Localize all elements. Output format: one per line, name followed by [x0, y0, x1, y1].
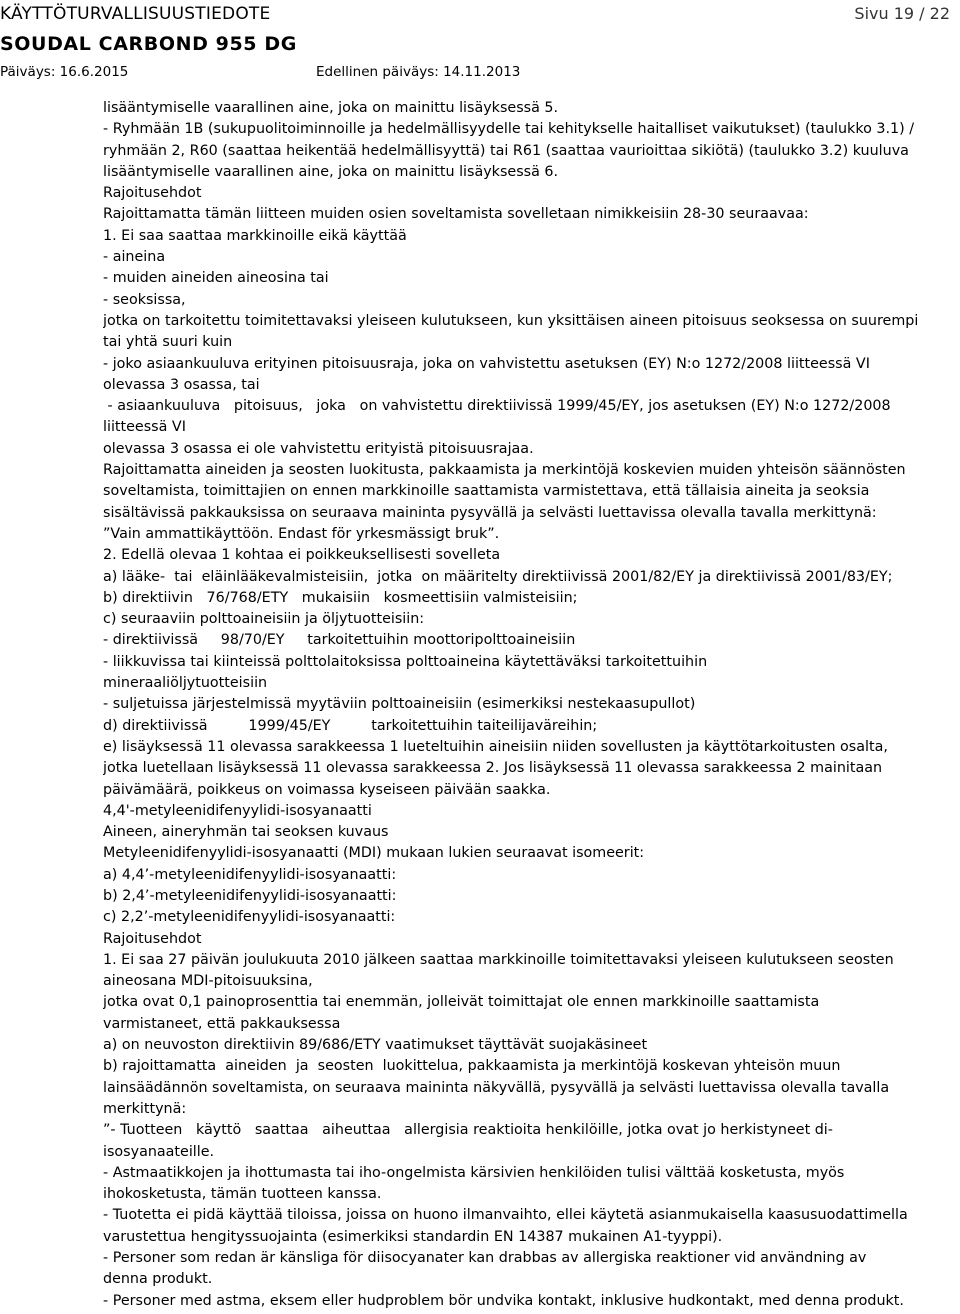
text-line: d) direktiivissä 1999/45/EY tarkoitettuihin taiteilijaväreihin;	[103, 717, 598, 734]
text-line: a) on neuvoston direktiivin 89/686/ETY vaatimukset täyttävät suojakäsineet	[103, 1037, 648, 1054]
text-line: olevassa 3 osassa ei ole vahvistettu erityistä pitoisuusrajaa.	[103, 440, 534, 457]
text-line: Rajoitusehdot	[103, 930, 202, 947]
text-line: ryhmään 2, R60 (saattaa heikentää hedelmällisyyttä) tai R61 (saattaa vaurioittaa sikiötä) (taulukko 3.2) kuuluva	[103, 142, 909, 159]
text-line: liitteessä VI	[103, 419, 186, 436]
text-line: - direktiivissä 98/70/EY tarkoitettuihin moottoripolttoaineisiin	[103, 632, 576, 649]
text-line: Metyleenidifenyylidi-isosyanaatti (MDI) mukaan lukien seuraavat isomeerit:	[103, 845, 645, 862]
text-line: lisääntymiselle vaarallinen aine, joka on mainittu lisäyksessä 5.	[103, 100, 559, 116]
text-line: - Tuotetta ei pidä käyttää tiloissa, joissa on huono ilmanvaihto, ellei käytetä asianmukaisella kaasusuodattimella	[103, 1207, 908, 1224]
text-line: a) lääke- tai eläinlääkevalmisteisiin, jotka on määritelty direktiivissä 2001/82/EY ja direktiivissä 2001/83/EY;	[103, 568, 893, 585]
text-line: c) 2,2’-metyleenidifenyylidi-isosyanaatti:	[103, 909, 396, 926]
date-row	[0, 64, 960, 80]
text-line: - Astmaatikkojen ja ihottumasta tai iho-ongelmista kärsivien henkilöiden tulisi välttää kosketusta, myös	[103, 1164, 845, 1181]
text-line: jotka luetellaan lisäyksessä 11 olevassa sarakkeessa 2. Jos lisäyksessä 11 olevassa sarakkeessa 2 mainitaan	[103, 760, 883, 777]
text-line: 2. Edellä olevaa 1 kohtaa ei poikkeuksellisesti sovelleta	[103, 547, 501, 564]
issue-date: Päiväys: 16.6.2015	[0, 64, 129, 80]
text-line: - liikkuvissa tai kiinteissä polttolaitoksissa polttoaineina käytettäväksi tarkoitettuihin	[103, 653, 708, 670]
text-line: Rajoittamatta aineiden ja seosten luokitusta, pakkaamista ja merkintöjä koskevien muiden yhteisön säännösten	[103, 462, 906, 479]
text-line: tai yhtä suuri kuin	[103, 334, 233, 351]
document-type-title: KÄYTTÖTURVALLISUUSTIEDOTE	[0, 4, 271, 24]
text-line: 4,4'-metyleenidifenyylidi-isosyanaatti	[103, 802, 372, 819]
text-line: merkittynä:	[103, 1100, 187, 1117]
text-line: olevassa 3 osassa, tai	[103, 376, 260, 393]
text-line: 1. Ei saa saattaa markkinoille eikä käyttää	[103, 227, 407, 244]
text-line: ”Vain ammattikäyttöön. Endast för yrkesmässigt bruk”.	[103, 525, 500, 542]
text-line: - joko asiaankuuluva erityinen pitoisuusraja, joka on vahvistettu asetuksen (EY) N:o 1272/2008 liitteessä VI	[103, 355, 870, 372]
text-line: - Personer som redan är känsliga för diisocyanater kan drabbas av allergiska reaktioner vid användning av	[103, 1250, 867, 1267]
text-line: - aineina	[103, 249, 166, 266]
text-line: soveltamista, toimittajien on ennen markkinoille saattamista varmistettava, että tällaisia aineita ja seoksia	[103, 483, 870, 500]
document-header	[0, 0, 960, 90]
text-line: aineosana MDI-pitoisuuksina,	[103, 973, 313, 990]
text-line: Aineen, aineryhmän tai seoksen kuvaus	[103, 824, 389, 841]
text-line: - Personer med astma, eksem eller hudproblem bör undvika kontakt, inklusive hudkontakt, med denna produkt.	[103, 1292, 904, 1309]
text-line: jotka on tarkoitettu toimitettavaksi yleiseen kulutukseen, kun yksittäisen aineen pitoisuus seoksessa on suurempi	[103, 312, 919, 329]
text-line: - muiden aineiden aineosina tai	[103, 270, 329, 287]
text-line: isosyanaateille.	[103, 1143, 215, 1160]
text-line: c) seuraaviin polttoaineisiin ja öljytuotteisiin:	[103, 611, 425, 628]
text-line: 1. Ei saa 27 päivän joulukuuta 2010 jälkeen saattaa markkinoille toimitettavaksi yleiseen kulutukseen seosten	[103, 951, 894, 968]
text-line: b) 2,4’-metyleenidifenyylidi-isosyanaatti:	[103, 887, 397, 904]
text-line: - seoksissa,	[103, 291, 186, 308]
document-body	[103, 98, 960, 1312]
text-line: b) rajoittamatta aineiden ja seosten luokittelua, pakkaamista ja merkintöjä koskevan yhteisön muun	[103, 1058, 841, 1075]
text-line: jotka ovat 0,1 painoprosenttia tai enemmän, jolleivät toimittajat ole ennen markkinoille saattamista	[103, 994, 820, 1011]
text-line: ”- Tuotteen käyttö saattaa aiheuttaa allergisia reaktioita henkilöille, jotka ovat jo herkistyneet di-	[103, 1122, 833, 1139]
text-line: e) lisäyksessä 11 olevassa sarakkeessa 1 lueteltuihin aineisiin niiden sovellusten ja käyttötarkoitusten osalta,	[103, 738, 888, 755]
previous-issue-date: Edellinen päiväys: 14.11.2013	[316, 64, 521, 80]
product-name: SOUDAL CARBOND 955 DG	[0, 33, 297, 55]
text-line: b) direktiivin 76/768/ETY mukaisiin kosmeettisiin valmisteisiin;	[103, 589, 578, 606]
text-line: varmistaneet, että pakkauksessa	[103, 1015, 341, 1032]
text-line: päivämäärä, poikkeus on voimassa kyseiseen päivään saakka.	[103, 781, 551, 798]
text-line: Rajoittamatta tämän liitteen muiden osien soveltamista sovelletaan nimikkeisiin 28-30 seuraavaa:	[103, 206, 809, 223]
text-line: Rajoitusehdot	[103, 185, 202, 202]
text-line: varustettua hengityssuojainta (esimerkiksi standardin EN 14387 mukainen A1-tyyppi).	[103, 1228, 723, 1245]
text-line: ihokosketusta, tämän tuotteen kanssa.	[103, 1186, 382, 1203]
text-line: - asiaankuuluva pitoisuus, joka on vahvistettu direktiivissä 1999/45/EY, jos asetuksen (EY) N:o 1272/2008	[103, 398, 891, 415]
text-line: a) 4,4’-metyleenidifenyylidi-isosyanaatti:	[103, 866, 397, 883]
page-number: Sivu 19 / 22	[854, 4, 950, 23]
text-line: denna produkt.	[103, 1271, 213, 1288]
text-line: - Ryhmään 1B (sukupuolitoiminnoille ja hedelmällisyydelle tai kehitykselle haitalliset vaikutukset) (taulukko 3.1) /	[103, 121, 915, 138]
text-line: sisältävissä pakkauksissa on seuraava maininta pysyvällä ja selvästi luettavissa olevalla tavalla merkittynä:	[103, 504, 877, 521]
text-line: - suljetuissa järjestelmissä myytäviin polttoaineisiin (esimerkiksi nestekaasupullot)	[103, 696, 696, 713]
text-line: lisääntymiselle vaarallinen aine, joka on mainittu lisäyksessä 6.	[103, 163, 559, 180]
text-line: mineraaliöljytuotteisiin	[103, 675, 268, 692]
text-line: lainsäädännön soveltamista, on seuraava maininta näkyvällä, pysyvällä ja selvästi luettavissa olevalla tavalla	[103, 1079, 890, 1096]
